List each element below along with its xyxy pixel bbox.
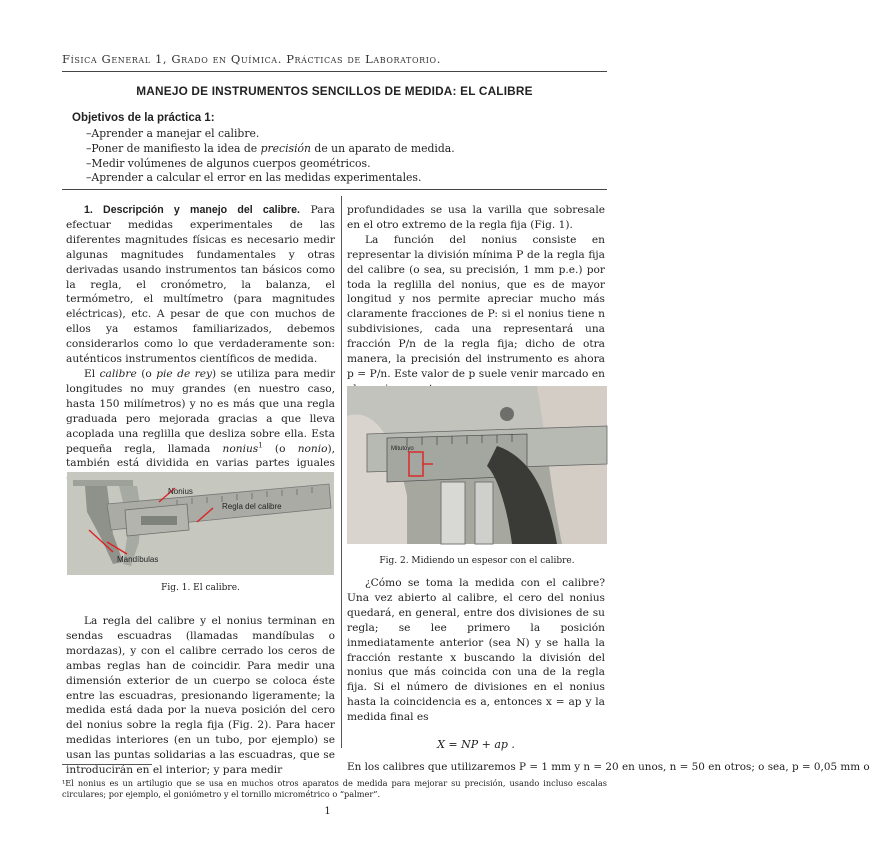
page-number: 1 — [324, 806, 331, 817]
caliper-illustration — [67, 472, 334, 575]
footnote-rule — [62, 764, 152, 765]
objective-item: –Aprender a manejar el calibre. — [86, 127, 260, 140]
running-head: Física General 1, Grado en Química. Prácticas de Laboratorio. — [62, 52, 441, 66]
left-column-bottom — [66, 614, 335, 778]
fig2-caption: Fig. 2. Midiendo un espesor con el calibre. — [379, 556, 575, 566]
fig1-caption: Fig. 1. El calibre. — [161, 583, 240, 593]
fig1-label-mandibulas: Mandíbulas — [117, 555, 159, 564]
right-column-top — [347, 203, 605, 397]
column-divider — [341, 196, 342, 748]
objective-item: –Aprender a calcular el error en las medidas experimentales. — [86, 171, 422, 185]
right-column-end — [347, 760, 870, 775]
footnote: ¹El nonius es un artilugio que se usa en muchos otros aparatos de medida para mejorar su precisión, usando incluso escalas circulares; por ejemplo, el goniómetro y el tornillo micrométrico o “palmer”. — [62, 778, 607, 799]
paragraph: La regla del calibre y el nonius terminan en sendas escuadras (llamadas mandíbulas o mordazas), y con el calibre cerrado los ceros de ambas reglas han de coincidir. Para medir una dimensión exterior de un cuerpo se coloca éste entre las escuadras, presionando ligeramente; la medida está dada por la nueva posición del cero del nonius sobre la regla fija (Fig. 2). Para hacer medidas interiores (en un tubo, por ejemplo) se usan las puntas solidarias a las escuadras, que se introducirán en el interior; y para medir — [66, 615, 335, 777]
objectives-list — [86, 127, 586, 186]
paragraph: El calibre (o pie de rey) se utiliza para medir longitudes no muy grandes (en nuestro caso, hasta 150 milímetros) y no es más que una regla graduada pero mejorada gracias a que lleva acoplada una reglilla que desliza sobre ella. Esta pequeña regla, llamada nonius$^1$ (o nonio), también está dividida en varias partes iguales — [66, 367, 336, 470]
fig1-label-nonius: Nonius — [168, 487, 193, 496]
footnote-marker: 1 — [258, 440, 263, 449]
formula: X = NP + ap . — [437, 738, 515, 751]
measurement-photo — [347, 386, 607, 544]
paragraph: ¿Cómo se toma la medida con el calibre? Una vez abierto al calibre, el cero del nonius quedará, en general, entre dos divisiones de su regla; se lee primero la posición inmediatamente anterior (sea N) y se halla la fracción restante x buscando la división del nonius que más coincida con una de la regla fija. Si el número de divisiones en el nonius hasta la coincidencia es a, entonces x = ap y la medida final es — [347, 577, 605, 724]
paragraph: En los calibres que utilizaremos P = 1 mm y n = 20 en unos, n = 50 en otros; o sea, p = 0,05 mm o — [347, 761, 870, 773]
section-heading: 1. Descripción y manejo del calibre. — [84, 204, 300, 216]
objectives-heading: Objetivos de la práctica 1: — [72, 112, 215, 124]
fig2-brand: Mitutoyo — [391, 446, 414, 452]
fig1-label-regla: Regla del calibre — [222, 502, 282, 511]
right-column-bottom — [347, 576, 605, 725]
measurement-illustration — [347, 386, 607, 544]
caliper-photo — [67, 472, 334, 575]
left-column-top — [66, 203, 335, 486]
objective-item: –Poner de manifiesto la idea de precisión de un aparato de medida. — [86, 141, 455, 155]
header-rule — [62, 71, 607, 72]
paragraph: profundidades se usa la varilla que sobresale en el otro extremo de la regla fija (Fig. 1). — [347, 204, 605, 231]
objective-item: –Medir volúmenes de algunos cuerpos geométricos. — [86, 156, 371, 170]
objectives-rule — [62, 189, 607, 190]
paragraph: 1. Descripción y manejo del calibre. Para efectuar medidas experimentales de las diferentes magnitudes físicas es necesario medir algunas magnitudes fundamentales y otras derivadas usando instrumentos tan básicos como la regla, el cronómetro, la balanza, el termómetro, el multímetro (para magnitudes eléctricas), etc. A pesar de que con muchos de ellos ya estamos familiarizados, debemos considerarlos como lo que verdaderamente son: auténticos instrumentos científicos de medida. — [66, 204, 335, 366]
page-title: MANEJO DE INSTRUMENTOS SENCILLOS DE MEDIDA: EL CALIBRE — [136, 84, 533, 98]
paragraph: La función del nonius consiste en representar la división mínima P de la regla fija del calibre (o sea, su precisión, 1 mm p.e.) por toda la reglilla del nonius, que es de mayor longitud y nos permite apreciar mucho más claramente fracciones de P: si el nonius tiene n subdivisiones, cada una representará una fracción P/n de la regla fija; dicho de otra manera, la precisión del instrumento es ahora p = P/n. Este valor de p suele venir marcado en — [347, 233, 605, 380]
